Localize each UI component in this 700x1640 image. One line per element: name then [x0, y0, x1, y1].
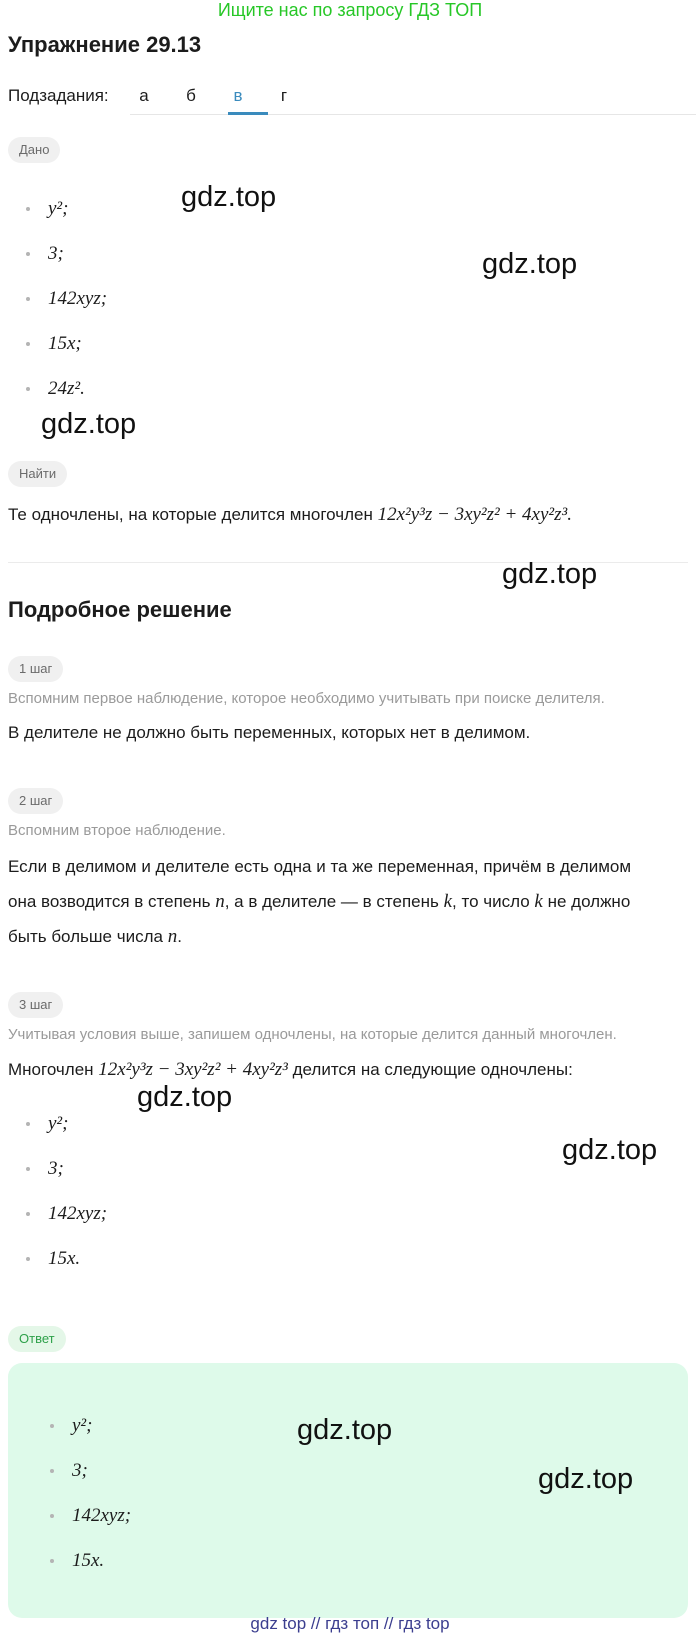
- step-3-badge: 3 шаг: [8, 992, 63, 1018]
- find-badge: Найти: [8, 461, 67, 487]
- tab-v[interactable]: в: [233, 86, 243, 105]
- subtasks-bar: [8, 82, 688, 116]
- watermark: gdz.top: [482, 248, 578, 280]
- find-text: Те одночлены, на которые делится многочлен 12x²y³z − 3xy²z² + 4xy²z³.: [8, 504, 572, 525]
- exercise-title: Упражнение 29.13: [8, 32, 202, 57]
- answer-box: y²; 3; 142xyz; 15x.: [8, 1363, 688, 1618]
- watermark: gdz.top: [502, 558, 598, 590]
- step-2-line-2: она возводится в степень n, а в делителе — в степень k, то число k не должно: [8, 891, 631, 912]
- bullet-icon: [50, 1424, 54, 1428]
- watermark: gdz.top: [137, 1081, 233, 1113]
- bullet-icon: [50, 1514, 54, 1518]
- bullet-icon: [26, 387, 30, 391]
- bullet-icon: [26, 342, 30, 346]
- tabs-divider: [130, 114, 696, 115]
- step-2-line-3: быть больше числа n.: [8, 926, 182, 947]
- footer-links[interactable]: gdz top // гдз топ // гдз top: [250, 1614, 450, 1633]
- step-3-formula: 12x²y³z − 3xy²z² + 4xy²z³: [98, 1059, 288, 1080]
- step-2-hint: Вспомним второе наблюдение.: [8, 822, 226, 839]
- given-badge: Дано: [8, 137, 60, 163]
- step-1-hint: Вспомним первое наблюдение, которое необходимо учитывать при поиске делителя.: [8, 690, 605, 707]
- tab-a[interactable]: а: [139, 86, 149, 105]
- watermark: gdz.top: [41, 408, 137, 440]
- step-1-badge: 1 шаг: [8, 656, 63, 682]
- bullet-icon: [26, 1212, 30, 1216]
- watermark: gdz.top: [181, 181, 277, 213]
- subtasks-label: Подзадания:: [8, 86, 109, 105]
- tab-b[interactable]: б: [186, 86, 196, 105]
- bullet-icon: [26, 252, 30, 256]
- step-2-line-1: Если в делимом и делителе есть одна и та же переменная, причём в делимом: [8, 857, 632, 876]
- watermark: gdz.top: [562, 1134, 658, 1166]
- bullet-icon: [50, 1469, 54, 1473]
- watermark: gdz.top: [297, 1414, 393, 1446]
- tab-g[interactable]: г: [280, 86, 288, 105]
- bullet-icon: [26, 1257, 30, 1261]
- active-tab-indicator: [228, 112, 268, 115]
- top-banner: Ищите нас по запросу ГДЗ ТОП: [217, 0, 483, 20]
- watermark: gdz.top: [538, 1463, 634, 1495]
- bullet-icon: [50, 1559, 54, 1563]
- step-1-text: В делителе не должно быть переменных, которых нет в делимом.: [8, 723, 531, 742]
- bullet-icon: [26, 297, 30, 301]
- find-formula: 12x²y³z − 3xy²z² + 4xy²z³.: [377, 504, 572, 525]
- answer-badge: Ответ: [8, 1326, 66, 1352]
- bullet-icon: [26, 1122, 30, 1126]
- solution-title: Подробное решение: [8, 597, 232, 622]
- step-2-badge: 2 шаг: [8, 788, 63, 814]
- bullet-icon: [26, 207, 30, 211]
- bullet-icon: [26, 1167, 30, 1171]
- step-3-hint: Учитывая условия выше, запишем одночлены, на которые делится данный многочлен.: [8, 1026, 617, 1043]
- step-3-text: Многочлен 12x²y³z − 3xy²z² + 4xy²z³ делится на следующие одночлены:: [8, 1059, 573, 1080]
